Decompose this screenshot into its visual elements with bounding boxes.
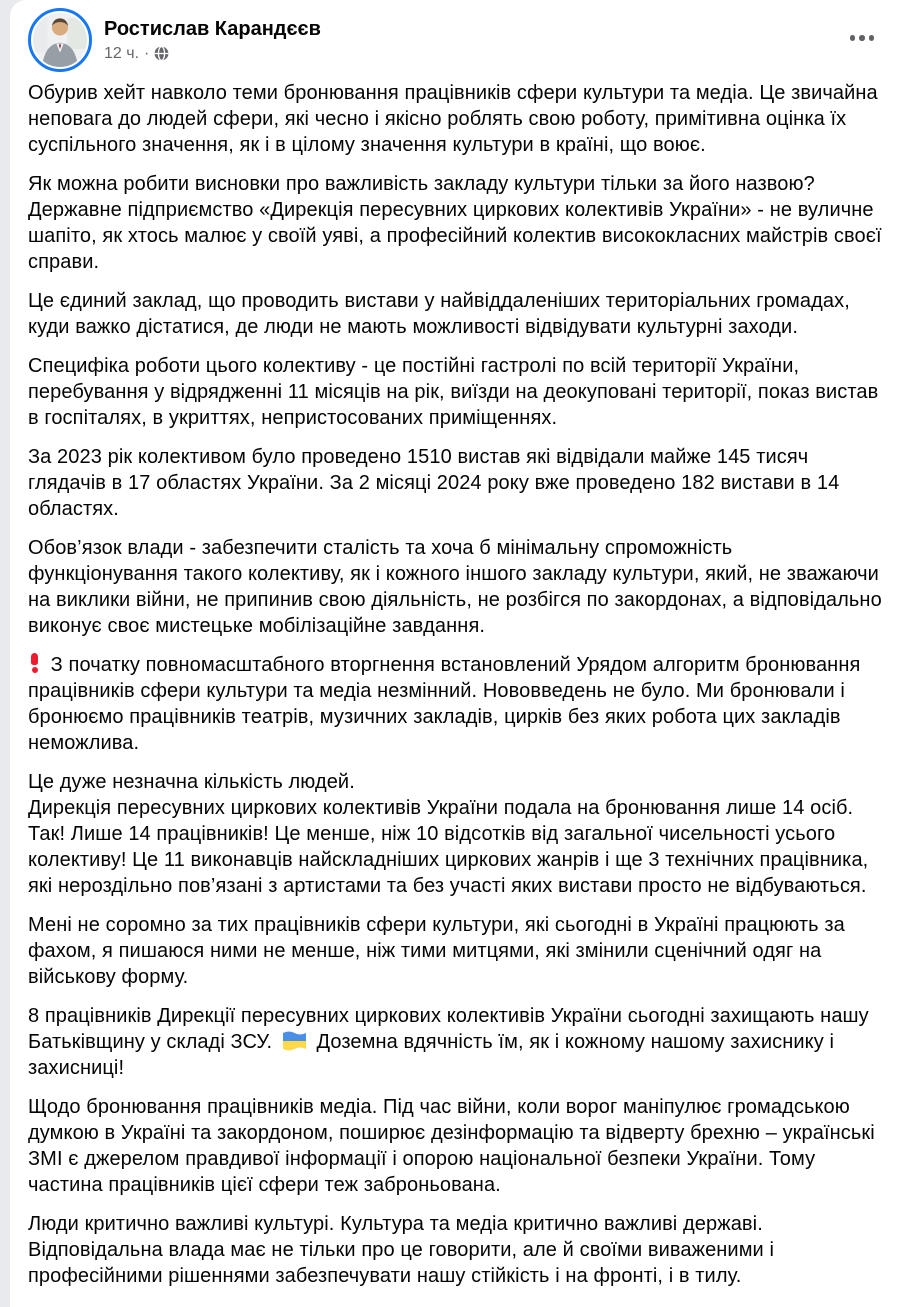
ellipsis-icon (850, 35, 875, 41)
red-exclamation-emoji (29, 653, 40, 673)
post-paragraph: З початку повномасштабного вторгнення встановлений Урядом алгоритм бронювання працівників сфери культури та медіа незмінний. Нововведень не було. Ми бронювали і бронюємо працівників театрів, музичних закладів, цирків без яких робота цих закладів неможлива. (28, 654, 861, 754)
post-paragraph: За 2023 рік колективом було проведено 1510 вистав які відвідали майже 145 тисяч глядачів в 17 областях України. За 2 місяці 2024 року вже проведено 182 вистави в 14 областях. (28, 446, 840, 520)
post-paragraph: Обов’язок влади - забезпечити сталість та хоча б мінімальну спроможність функціонування такого колективу, як і кожного іншого закладу культури, який, не зважаючи на виклики війни, не припинив свою діяльність, не розбігся по закордонах, а відповідально виконує своє мистецьке мобілізаційне завдання. (28, 537, 882, 637)
post-meta (104, 44, 882, 63)
ukraine-flag-emoji (281, 1031, 308, 1051)
header-text (104, 17, 882, 63)
facebook-post-card (10, 0, 908, 1307)
post-menu-button[interactable] (844, 20, 880, 56)
timestamp[interactable]: 12 ч. (104, 45, 140, 62)
post-text (28, 80, 882, 1289)
globe-public-icon (154, 46, 169, 61)
post-paragraph: Люди критично важливі культурі. Культура та медіа критично важливі державі. Відповідальна влада має не тільки про це говорити, але й своїми виваженими і професійними рішеннями забезпечувати нашу стійкість і на фронті, і в тилу. (28, 1213, 775, 1287)
post-paragraph: Це дуже незначна кількість людей. Дирекція пересувних циркових колективів України подала на бронювання лише 14 осіб. Так! Лише 14 працівників! Це менше, ніж 10 відсотків від загальної чисельності усього колективу! Це 11 виконавців найскладніших циркових жанрів і ще 3 технічних працівника, які нероздільно пов’язані з артистами та без участі яких вистави просто не відбуваються. (28, 771, 869, 897)
post-paragraph: Мені не соромно за тих працівників сфери культури, які сьогодні в Україні працюють за фахом, я пишаюся ними не менше, ніж тими митцями, які змінили сценічний одяг на військову форму. (28, 914, 845, 988)
meta-separator: · (144, 45, 150, 62)
post-paragraph: Як можна робити висновки про важливість закладу культури тільки за його назвою? Державне підприємство «Дирекція пересувних циркових колективів України» - не вуличне шапіто, як хтось малює у своїй уяві, а професійний колектив висококласних майстрів своєї справи. (28, 173, 882, 273)
post-paragraph: Специфіка роботи цього колективу - це постійні гастролі по всій території України, перебування у відрядженні 11 місяців на рік, виїзди на деокуповані території, показ вистав в госпіталях, в укриттях, непристосованих приміщеннях. (28, 355, 879, 429)
avatar-photo (33, 13, 87, 67)
avatar[interactable] (28, 8, 92, 72)
post-paragraph: Це єдиний заклад, що проводить вистави у найвіддаленіших територіальних громадах, куди важко дістатися, де люди не мають можливості відвідувати культурні заходи. (28, 290, 850, 338)
post-paragraph: Щодо бронювання працівників медіа. Під час війни, коли ворог маніпулює громадською думкою в Україні та закордоном, поширює дезінформацію та відверту брехню – українські ЗМІ є джерелом правдивої інформації і опорою національної безпеки України. Тому частина працівників цієї сфери теж заброньована. (28, 1096, 875, 1196)
author-name[interactable]: Ростислав Карандєєв (104, 18, 321, 40)
post-paragraph: Обурив хейт навколо теми бронювання працівників сфери культури та медіа. Це звичайна неповага до людей сфери, які чесно і якісно роблять свою роботу, примітивна оцінка їх суспільного значення, як і в цілому значення культури в країні, що воює. (28, 82, 878, 156)
post-paragraph: 8 працівників Дирекції пересувних циркових колективів України сьогодні захищають нашу Батьківщину у складі ЗСУ. Доземна вдячність їм, як і кожному нашому захиснику і захисниці! (28, 1005, 869, 1079)
post-header (28, 8, 882, 72)
